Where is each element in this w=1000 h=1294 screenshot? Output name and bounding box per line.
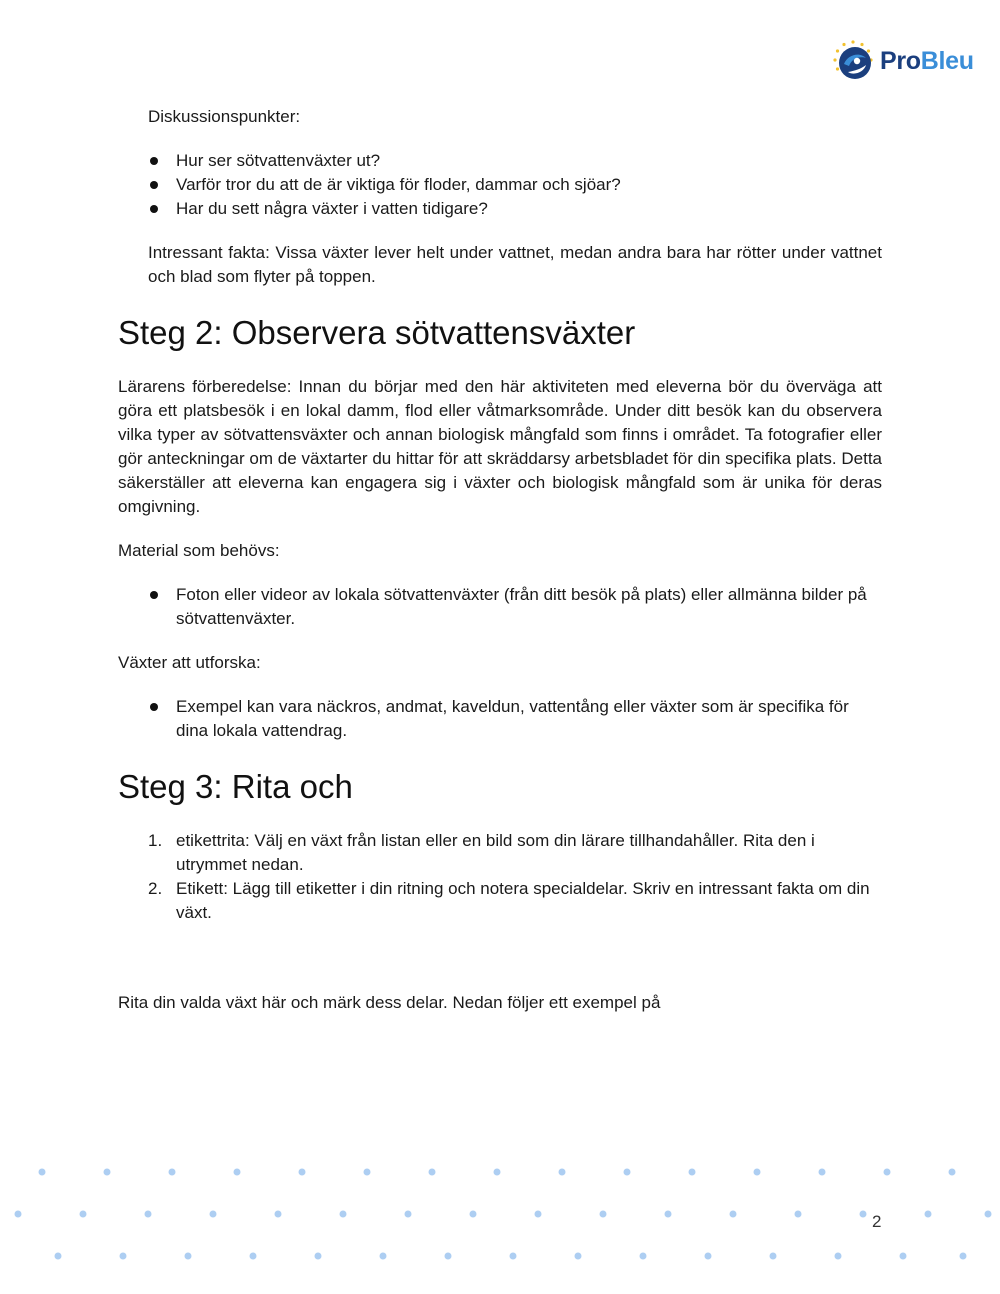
- list-item: Varför tror du att de är viktiga för floder, dammar och sjöar?: [118, 173, 882, 197]
- teacher-preparation: Lärarens förberedelse: Innan du börjar med den här aktiviteten med eleverna bör du överväga att göra ett platsbesök i en lokal damm, flod eller våtmarksområde. Under ditt besök kan du observera vilka typer av sötvattensväxter och annan biologisk mångfald som finns i området. Ta fotografier eller gör anteckningar om de växtarter du hittar för att skräddarsy arbetsbladet för din specifika plats. Detta säkerställer att eleverna kan engagera sig i växter och biologisk mångfald som är unika för deras omgivning.: [118, 377, 882, 516]
- dot-row-3: [55, 1253, 967, 1260]
- discussion-list: [118, 149, 882, 221]
- materials-list: [118, 583, 882, 631]
- discussion-heading: Diskussionspunkter:: [148, 107, 301, 126]
- step3-list: [118, 829, 882, 925]
- draw-instruction: Rita din valda växt här och märk dess delar. Nedan följer ett exempel på: [118, 993, 661, 1012]
- page-content: [118, 0, 882, 1015]
- list-item: Har du sett några växter i vatten tidigare?: [118, 197, 882, 221]
- plants-heading: Växter att utforska:: [118, 653, 261, 672]
- step2-heading: Steg 2: Observera sötvattensväxter: [118, 314, 636, 351]
- list-item: [118, 877, 882, 925]
- probleu-wordmark: ProBleu: [880, 46, 974, 75]
- dot-row-2: [15, 1211, 992, 1218]
- materials-heading: Material som behövs:: [118, 541, 280, 560]
- list-item: Hur ser sötvattenväxter ut?: [118, 149, 882, 173]
- list-item: Exempel kan vara näckros, andmat, kaveldun, vattentång eller växter som är specifika för dina lokala vattendrag.: [118, 695, 882, 743]
- item-number: 1.: [148, 831, 163, 850]
- list-item: [118, 829, 882, 877]
- decorative-dot-pattern: [0, 1150, 1000, 1294]
- dot-row-1: [39, 1169, 956, 1176]
- step3-heading: Steg 3: Rita och: [118, 768, 353, 805]
- interesting-fact: Intressant fakta: Vissa växter lever helt under vattnet, medan andra bara har rötter under vattnet och blad som flyter på toppen.: [148, 243, 882, 286]
- page-number: 2: [872, 1212, 882, 1231]
- list-item: Foton eller videor av lokala sötvattenväxter (från ditt besök på plats) eller allmänna bilder på sötvattenväxter.: [118, 583, 882, 631]
- item-text: etikettrita: Välj en växt från listan eller en bild som din lärare tillhandahåller. Rita den i utrymmet nedan.: [176, 831, 815, 874]
- item-number: 2.: [148, 879, 163, 898]
- plants-list: [118, 695, 882, 743]
- item-text: Etikett: Lägg till etiketter i din ritning och notera specialdelar. Skriv en intressant fakta om din växt.: [176, 879, 870, 922]
